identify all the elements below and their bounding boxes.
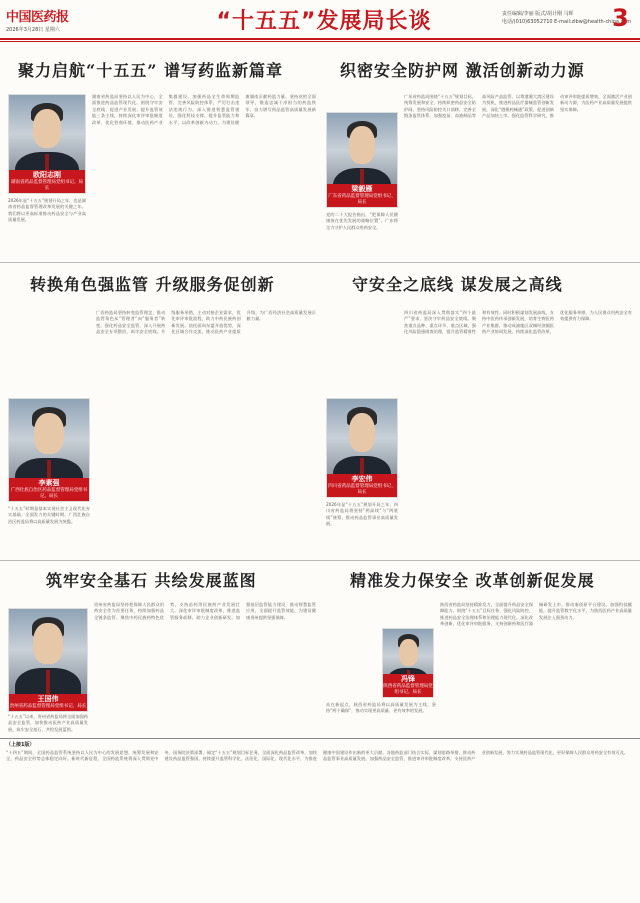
section-3-person-title: 广西壮族自治区药品监督管理局党组书记、局长 [10, 488, 88, 499]
section-5-caption [9, 694, 87, 711]
section-2-person-title: 广东省药品监督管理局党组书记、局长 [328, 194, 396, 205]
section-4-lead: 2026年是“十五五”规划开局之年，四川省药监局将坚持“两高线”与“两底线”统筹，推动药品监管事业高质量发展。 [326, 502, 398, 527]
section-5-body: 贵州省药监局坚持把保障人民群众用药安全作为首要任务，持续加强药品全链条监管。聚焦中药民族药特色优势，支持苗药等民族药产业发展壮大。深化审评审批制度改革，推进监管服务前移，助力企业创新研发。加强基层监管能力建设，推动智慧监管应用，全面提升监管效能，为建设健康贵州提供坚强保障。 [94, 602, 316, 620]
section-divider-1 [0, 262, 640, 263]
editor-line: 责任编辑/李丽 版式/胡计刚 马晖 [502, 11, 574, 17]
section-5-person-title: 贵州省药品监督管理局党组书记、局长 [9, 704, 87, 709]
section-3-headline: 转换角色强监管 升级服务促创新 [30, 275, 275, 294]
section-1-person-name: 欧阳志刚 [33, 171, 61, 179]
section-3-caption [9, 478, 89, 501]
section-6-body: 陕西省药监局坚持精准发力，全面提升药品安全保障能力。围绕“十五五”目标任务，强化风险防控，推进药品安全治理体系和治理能力现代化。深化改革创新，优化审评审批服务，支持创新药和医疗器械研发上市，推动秦创原平台建设。加强科技赋能，提升监管数字化水平，为陕西医药产业高质量发展注入强劲动力。 [440, 602, 632, 627]
section-6-lead: 站在新起点，陕西省药监局将以高质量发展为主线，坚持“两个确保”，推动实现更高质量、更有效率的发展。 [326, 702, 436, 714]
footer-continued-label: （上接1版） [6, 742, 35, 748]
section-1-lead: 2026年是“十五五”规划开局之年，也是湖南省药品监督管理改革发展的关键之年。我们将以更高标准推动药品安全与产业高质量发展。 [8, 198, 86, 223]
section-5-lead: “十五五”以来，贵州省药监局将全面加强药品安全监管，加快推动医药产业高质量发展，筑牢安全基石，共绘发展蓝图。 [8, 714, 88, 732]
newspaper-logo: 中国医药报 [6, 10, 69, 25]
section-6-person-name: 冯锋 [401, 675, 415, 683]
header-rule-thin [0, 41, 640, 42]
section-5-portrait [8, 608, 88, 712]
contact-line: 电话/(010)63052710 E-mail:zlbw@health-china.com [502, 19, 632, 25]
section-4-headline: 守安全之底线 谋发展之高线 [352, 275, 563, 294]
section-6-person-title: 陕西省药品监督管理局党组书记、局长 [383, 684, 433, 695]
section-1-person-title: 湖南省药品监督管理局党组书记、局长 [11, 180, 83, 191]
section-4-portrait [326, 398, 398, 498]
page-title: “十五五”发展局长谈 [216, 9, 432, 34]
section-6-caption [383, 674, 433, 697]
section-1-body: 湖南省药监局坚持以人民为中心，全面推进药品监管现代化。围绕守牢安全底线、促进产业发展、提升监管效能三条主线，持续深化审评审批制度改革，优化营商环境，推动医药产业集群建设。加强药品全生命周期监管，完善风险防控体系，严厉打击违法违规行为。深入推进智慧监管建设，强化科技支撑，提升监管能力和水平。以改革创新为动力，为建设健康湖南贡献药监力量。坚持党的全面领导，锻造忠诚干净担当的药监铁军，奋力谱写药品监管高质量发展新篇章。 [92, 94, 316, 125]
header-rule [0, 38, 640, 40]
section-4-person-title: 四川省药品监督管理局党组书记、局长 [328, 484, 396, 495]
section-2-headline: 织密安全防护网 激活创新动力源 [340, 61, 585, 80]
section-1-headline: 聚力启航“十五五” 谱写药监新篇章 [18, 61, 283, 80]
section-1-portrait [8, 94, 86, 194]
section-5-headline: 筑牢安全基石 共绘发展蓝图 [46, 571, 257, 590]
section-2-body: 广东省药监局围绕“十五五”规划目标，统筹发展和安全，持续织密药品安全防护网。坚持风险防控关口前移，完善全链条监管体系，加强疫苗、血液制品等高风险产品监管。以粤港澳大湾区建设为契机，推进药品医疗器械监管创新发展，深化“港澳药械通”政策，促进创新产品加快上市。强化监管科学研究，推动审评审批提质增效，全面激活产业创新动力源，为医药产业高质量发展提供坚实保障。 [404, 94, 632, 119]
section-4-body: 四川省药监局深入贯彻落实“四个最严”要求，坚决守牢药品安全底线。聚焦重点品种、重点环节、重点区域，强化风险隐患排查治理，提升监管精准性和有效性。同时积极谋划发展高线，支持中医药传承创新发展，培育生物医药产业集群，推动成渝地区双城经济圈医药产业协同发展。持续深化监管改革，优化服务举措，为人民群众用药安全有效提供有力保障。 [404, 310, 632, 335]
section-4-person-name: 李宏伟 [351, 475, 373, 483]
section-2-portrait [326, 112, 398, 208]
section-6-portrait [382, 628, 434, 698]
footer-divider [0, 738, 640, 739]
section-divider-2 [0, 560, 640, 561]
section-2-person-name: 梁毅雁 [351, 185, 373, 193]
section-1-caption [9, 170, 85, 193]
section-3-person-name: 李素强 [38, 479, 60, 487]
page-number: 3 [612, 4, 629, 32]
section-4-caption [327, 474, 397, 497]
footer-body: “十四五”期间，全国药品监管系统坚持以人民为中心的发展思想，统筹发展和安全，药品安全形势总体稳定向好。新时代新征程，全国药监系统将深入贯彻党中央、国务院决策部署，锚定“十五五”规划目标任务，全面深化药品监管改革，加快建设药品监管强国，持续提升监管科学化、法治化、国际化、现代化水平，为推进健康中国建设作出新的更大贡献。各地药监部门结合实际，谋划思路举措，推动药品监管事业高质量发展。加强药品安全监管，推进审评审批制度改革，支持医药产业创新发展，努力实现药品监管现代化，更好保障人民群众用药安全有效可及。 [6, 750, 629, 762]
section-5-person-name: 王国伟 [37, 695, 59, 703]
section-3-portrait [8, 398, 90, 502]
section-2-lead: 党的二十大报告指出，“把保障人民健康放在优先发展的战略位置”。广东将全力守护人民群众用药安全。 [326, 212, 398, 230]
section-3-body: 广西药监局坚持转变监管理念，推动监管角色从“管理者”向“服务者”转变。强化药品安全监管，深入开展药品安全专项整治，筑牢安全底线。升级服务举措，主动对接企业需求，优化审评审批流程，助力中药民族药创新发展。依托面向东盟开放优势，深化区域合作交流，推动医药产业提质升级，为广西经济社会高质量发展贡献力量。 [96, 310, 316, 335]
section-3-lead: “十五五”时期是基本实现社会主义现代化夯实基础、全面发力的关键时期。广西壮族自治区药监局将以高质量发展为统揽。 [8, 506, 90, 524]
section-2-caption [327, 184, 397, 207]
issue-date: 2026年3月28日 星期六 [6, 27, 60, 33]
section-6-headline: 精准发力保安全 改革创新促发展 [350, 571, 595, 590]
